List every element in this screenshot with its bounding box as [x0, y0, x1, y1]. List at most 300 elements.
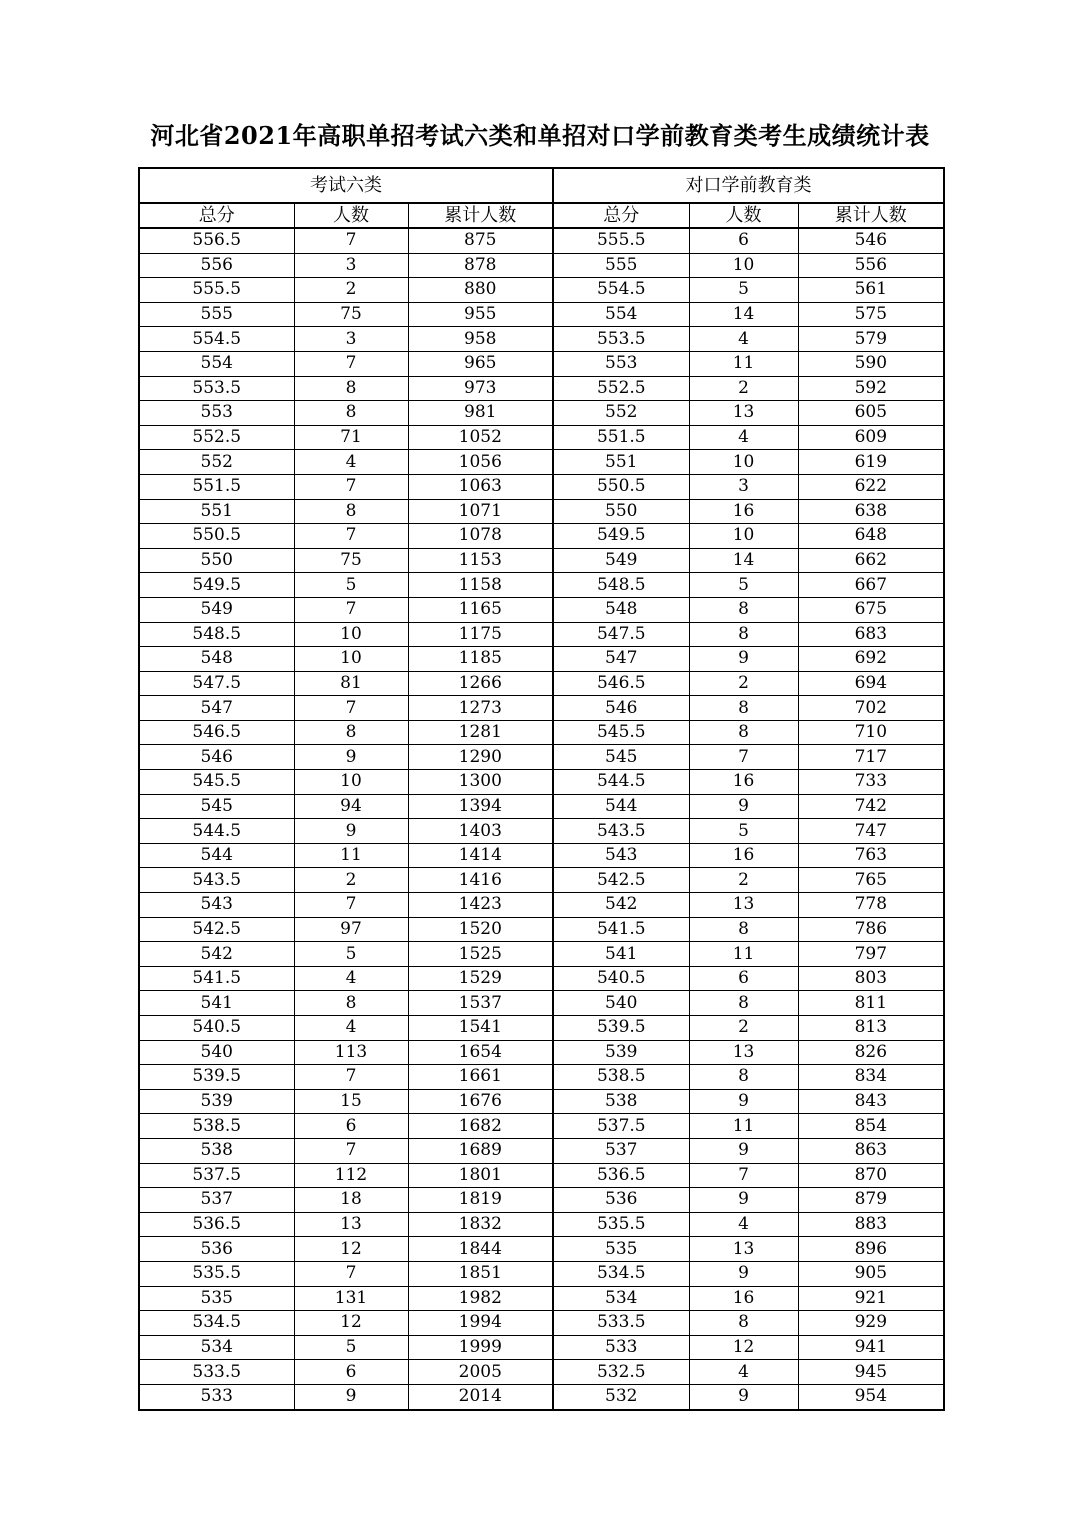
cell-total-score: 554.5: [139, 327, 294, 352]
cell-total-score: 540: [139, 1040, 294, 1065]
cell-count: 7: [294, 893, 408, 918]
cell-cumulative: 834: [798, 1065, 944, 1090]
cell-total-score: 549.5: [139, 573, 294, 598]
cell-count: 13: [689, 1237, 798, 1262]
cell-cumulative: 870: [798, 1163, 944, 1188]
cell-total-score: 555.5: [553, 228, 689, 253]
cell-count: 9: [294, 819, 408, 844]
table-row: [139, 1384, 944, 1409]
table-row: [139, 228, 944, 253]
cell-cumulative: 683: [798, 622, 944, 647]
cell-count: 131: [294, 1286, 408, 1311]
cell-cumulative: 954: [798, 1384, 944, 1409]
cell-total-score: 553.5: [139, 376, 294, 401]
cell-total-score: 545: [553, 745, 689, 770]
cell-cumulative: 1676: [408, 1089, 553, 1114]
table-row: [139, 843, 944, 868]
table-row: [139, 1286, 944, 1311]
cell-total-score: 555.5: [139, 278, 294, 303]
cell-total-score: 548: [139, 647, 294, 672]
cell-count: 16: [689, 843, 798, 868]
cell-count: 8: [294, 376, 408, 401]
cell-cumulative: 878: [408, 253, 553, 278]
table-row: [139, 327, 944, 352]
cell-cumulative: 675: [798, 597, 944, 622]
page-title: 河北省2021年高职单招考试六类和单招对口学前教育类考生成绩统计表: [150, 121, 930, 150]
cell-total-score: 543.5: [139, 868, 294, 893]
cell-total-score: 542.5: [553, 868, 689, 893]
cell-cumulative: 1520: [408, 917, 553, 942]
cell-cumulative: 965: [408, 351, 553, 376]
cell-cumulative: 648: [798, 524, 944, 549]
table-row: [139, 1114, 944, 1139]
cell-cumulative: 1063: [408, 474, 553, 499]
cell-total-score: 541.5: [553, 917, 689, 942]
column-header-total-score: 总分: [139, 203, 294, 228]
table-row: [139, 401, 944, 426]
cell-count: 3: [294, 327, 408, 352]
cell-cumulative: 811: [798, 991, 944, 1016]
cell-cumulative: 896: [798, 1237, 944, 1262]
cell-total-score: 538.5: [139, 1114, 294, 1139]
cell-total-score: 549.5: [553, 524, 689, 549]
cell-total-score: 541: [139, 991, 294, 1016]
cell-cumulative: 575: [798, 302, 944, 327]
group-header-preschool-education: 对口学前教育类: [553, 168, 944, 203]
cell-total-score: 539.5: [139, 1065, 294, 1090]
cell-count: 8: [689, 917, 798, 942]
cell-count: 8: [689, 991, 798, 1016]
cell-total-score: 538: [553, 1089, 689, 1114]
table-row: [139, 794, 944, 819]
cell-total-score: 552.5: [553, 376, 689, 401]
cell-cumulative: 929: [798, 1311, 944, 1336]
cell-total-score: 548.5: [139, 622, 294, 647]
cell-total-score: 533: [553, 1335, 689, 1360]
cell-total-score: 535: [139, 1286, 294, 1311]
cell-total-score: 539.5: [553, 1016, 689, 1041]
cell-count: 71: [294, 425, 408, 450]
cell-count: 11: [294, 843, 408, 868]
cell-total-score: 544.5: [553, 770, 689, 795]
cell-count: 9: [689, 794, 798, 819]
cell-count: 5: [689, 573, 798, 598]
cell-cumulative: 1056: [408, 450, 553, 475]
cell-total-score: 554.5: [553, 278, 689, 303]
cell-count: 7: [294, 474, 408, 499]
cell-total-score: 545.5: [553, 720, 689, 745]
table-row: [139, 720, 944, 745]
cell-count: 4: [689, 1360, 798, 1385]
cell-total-score: 553.5: [553, 327, 689, 352]
cell-total-score: 537.5: [553, 1114, 689, 1139]
cell-total-score: 546: [553, 696, 689, 721]
cell-cumulative: 662: [798, 548, 944, 573]
cell-count: 2: [689, 671, 798, 696]
cell-cumulative: 1661: [408, 1065, 553, 1090]
table-row: [139, 1261, 944, 1286]
cell-total-score: 549: [139, 597, 294, 622]
table-row: [139, 1237, 944, 1262]
table-row: [139, 376, 944, 401]
cell-total-score: 537.5: [139, 1163, 294, 1188]
cell-cumulative: 733: [798, 770, 944, 795]
cell-count: 9: [689, 1188, 798, 1213]
cell-cumulative: 2005: [408, 1360, 553, 1385]
cell-count: 14: [689, 302, 798, 327]
cell-cumulative: 941: [798, 1335, 944, 1360]
cell-cumulative: 778: [798, 893, 944, 918]
cell-cumulative: 546: [798, 228, 944, 253]
cell-cumulative: 667: [798, 573, 944, 598]
cell-count: 10: [689, 253, 798, 278]
table-row: [139, 647, 944, 672]
cell-total-score: 547: [139, 696, 294, 721]
cell-total-score: 555: [139, 302, 294, 327]
cell-count: 2: [294, 278, 408, 303]
cell-count: 12: [689, 1335, 798, 1360]
cell-count: 5: [294, 1335, 408, 1360]
table-row: [139, 671, 944, 696]
cell-cumulative: 826: [798, 1040, 944, 1065]
table-row: [139, 1335, 944, 1360]
cell-count: 7: [689, 745, 798, 770]
cell-cumulative: 813: [798, 1016, 944, 1041]
cell-count: 4: [294, 450, 408, 475]
cell-count: 10: [294, 770, 408, 795]
cell-cumulative: 1541: [408, 1016, 553, 1041]
cell-total-score: 549: [553, 548, 689, 573]
table-row: [139, 1360, 944, 1385]
cell-total-score: 552: [139, 450, 294, 475]
cell-count: 6: [294, 1360, 408, 1385]
cell-total-score: 542.5: [139, 917, 294, 942]
cell-total-score: 542: [139, 942, 294, 967]
table-row: [139, 253, 944, 278]
cell-cumulative: 981: [408, 401, 553, 426]
table-row: [139, 548, 944, 573]
cell-count: 7: [294, 696, 408, 721]
table-row: [139, 917, 944, 942]
cell-cumulative: 1175: [408, 622, 553, 647]
table-row: [139, 745, 944, 770]
cell-count: 5: [294, 573, 408, 598]
column-header-total-score: 总分: [553, 203, 689, 228]
cell-total-score: 556: [139, 253, 294, 278]
table-row: [139, 1040, 944, 1065]
cell-cumulative: 1416: [408, 868, 553, 893]
cell-total-score: 550: [553, 499, 689, 524]
cell-total-score: 543.5: [553, 819, 689, 844]
cell-total-score: 543: [553, 843, 689, 868]
cell-cumulative: 1537: [408, 991, 553, 1016]
cell-cumulative: 592: [798, 376, 944, 401]
cell-total-score: 533.5: [139, 1360, 294, 1385]
cell-cumulative: 1052: [408, 425, 553, 450]
cell-count: 13: [689, 893, 798, 918]
cell-total-score: 551: [139, 499, 294, 524]
cell-count: 13: [294, 1212, 408, 1237]
cell-count: 16: [689, 499, 798, 524]
cell-total-score: 553: [553, 351, 689, 376]
cell-count: 9: [689, 1089, 798, 1114]
cell-count: 8: [689, 597, 798, 622]
cell-total-score: 554: [553, 302, 689, 327]
cell-cumulative: 1832: [408, 1212, 553, 1237]
cell-count: 4: [689, 1212, 798, 1237]
cell-cumulative: 1654: [408, 1040, 553, 1065]
cell-total-score: 536.5: [139, 1212, 294, 1237]
cell-cumulative: 590: [798, 351, 944, 376]
cell-total-score: 543: [139, 893, 294, 918]
cell-cumulative: 609: [798, 425, 944, 450]
cell-cumulative: 692: [798, 647, 944, 672]
table-row: [139, 597, 944, 622]
cell-cumulative: 638: [798, 499, 944, 524]
table-row: [139, 1163, 944, 1188]
cell-count: 11: [689, 1114, 798, 1139]
cell-cumulative: 765: [798, 868, 944, 893]
cell-count: 4: [689, 327, 798, 352]
cell-cumulative: 561: [798, 278, 944, 303]
cell-count: 81: [294, 671, 408, 696]
cell-cumulative: 843: [798, 1089, 944, 1114]
cell-count: 6: [689, 228, 798, 253]
cell-total-score: 537: [139, 1188, 294, 1213]
cell-cumulative: 1185: [408, 647, 553, 672]
cell-count: 9: [689, 647, 798, 672]
table-row: [139, 1065, 944, 1090]
cell-cumulative: 879: [798, 1188, 944, 1213]
cell-cumulative: 880: [408, 278, 553, 303]
cell-total-score: 535.5: [139, 1261, 294, 1286]
cell-count: 10: [294, 622, 408, 647]
cell-count: 7: [294, 351, 408, 376]
cell-count: 2: [689, 1016, 798, 1041]
table-row: [139, 819, 944, 844]
column-header-count: 人数: [689, 203, 798, 228]
cell-count: 5: [294, 942, 408, 967]
cell-total-score: 546: [139, 745, 294, 770]
cell-cumulative: 694: [798, 671, 944, 696]
cell-total-score: 547.5: [139, 671, 294, 696]
cell-cumulative: 1851: [408, 1261, 553, 1286]
table-row: [139, 524, 944, 549]
cell-cumulative: 955: [408, 302, 553, 327]
cell-cumulative: 1403: [408, 819, 553, 844]
cell-count: 10: [294, 647, 408, 672]
table-row: [139, 991, 944, 1016]
cell-cumulative: 1394: [408, 794, 553, 819]
cell-count: 10: [689, 450, 798, 475]
group-header-row: [139, 168, 944, 203]
cell-cumulative: 1819: [408, 1188, 553, 1213]
cell-count: 4: [689, 425, 798, 450]
cell-count: 12: [294, 1237, 408, 1262]
cell-total-score: 533.5: [553, 1311, 689, 1336]
cell-total-score: 539: [139, 1089, 294, 1114]
cell-total-score: 535: [553, 1237, 689, 1262]
cell-count: 3: [294, 253, 408, 278]
cell-cumulative: 702: [798, 696, 944, 721]
cell-total-score: 554: [139, 351, 294, 376]
cell-cumulative: 905: [798, 1261, 944, 1286]
cell-cumulative: 1844: [408, 1237, 553, 1262]
cell-count: 2: [689, 868, 798, 893]
cell-cumulative: 921: [798, 1286, 944, 1311]
cell-cumulative: 1423: [408, 893, 553, 918]
column-header-cumulative: 累计人数: [408, 203, 553, 228]
cell-cumulative: 622: [798, 474, 944, 499]
cell-count: 16: [689, 1286, 798, 1311]
cell-count: 2: [689, 376, 798, 401]
cell-cumulative: 2014: [408, 1384, 553, 1409]
cell-total-score: 550.5: [553, 474, 689, 499]
cell-total-score: 544: [139, 843, 294, 868]
cell-cumulative: 945: [798, 1360, 944, 1385]
cell-cumulative: 1078: [408, 524, 553, 549]
table-row: [139, 450, 944, 475]
cell-count: 18: [294, 1188, 408, 1213]
cell-count: 11: [689, 942, 798, 967]
cell-total-score: 541.5: [139, 966, 294, 991]
score-table: [138, 167, 945, 1411]
table-row: [139, 868, 944, 893]
cell-cumulative: 973: [408, 376, 553, 401]
cell-total-score: 541: [553, 942, 689, 967]
cell-count: 8: [689, 622, 798, 647]
cell-count: 13: [689, 401, 798, 426]
cell-total-score: 538.5: [553, 1065, 689, 1090]
cell-count: 5: [689, 278, 798, 303]
cell-total-score: 546.5: [553, 671, 689, 696]
cell-count: 7: [689, 1163, 798, 1188]
cell-count: 94: [294, 794, 408, 819]
cell-count: 16: [689, 770, 798, 795]
cell-total-score: 534: [139, 1335, 294, 1360]
cell-cumulative: 742: [798, 794, 944, 819]
cell-count: 12: [294, 1311, 408, 1336]
table-row: [139, 278, 944, 303]
cell-count: 7: [294, 1261, 408, 1286]
cell-cumulative: 556: [798, 253, 944, 278]
cell-cumulative: 763: [798, 843, 944, 868]
cell-total-score: 536.5: [553, 1163, 689, 1188]
cell-total-score: 534.5: [139, 1311, 294, 1336]
cell-total-score: 545.5: [139, 770, 294, 795]
cell-count: 15: [294, 1089, 408, 1114]
table-row: [139, 474, 944, 499]
cell-cumulative: 1414: [408, 843, 553, 868]
cell-count: 14: [689, 548, 798, 573]
column-header-row: [139, 203, 944, 228]
cell-count: 8: [294, 499, 408, 524]
cell-count: 112: [294, 1163, 408, 1188]
cell-count: 8: [689, 1311, 798, 1336]
cell-total-score: 537: [553, 1138, 689, 1163]
table-row: [139, 1311, 944, 1336]
cell-total-score: 550.5: [139, 524, 294, 549]
cell-cumulative: 1682: [408, 1114, 553, 1139]
cell-cumulative: 1153: [408, 548, 553, 573]
cell-total-score: 547.5: [553, 622, 689, 647]
cell-cumulative: 1266: [408, 671, 553, 696]
cell-total-score: 546.5: [139, 720, 294, 745]
cell-count: 9: [689, 1261, 798, 1286]
cell-count: 9: [294, 1384, 408, 1409]
cell-count: 7: [294, 1138, 408, 1163]
column-header-cumulative: 累计人数: [798, 203, 944, 228]
cell-total-score: 545: [139, 794, 294, 819]
cell-count: 8: [294, 401, 408, 426]
cell-total-score: 544.5: [139, 819, 294, 844]
cell-count: 10: [689, 524, 798, 549]
cell-total-score: 550: [139, 548, 294, 573]
cell-count: 13: [689, 1040, 798, 1065]
cell-cumulative: 863: [798, 1138, 944, 1163]
cell-cumulative: 579: [798, 327, 944, 352]
cell-total-score: 552.5: [139, 425, 294, 450]
cell-total-score: 540: [553, 991, 689, 1016]
cell-cumulative: 797: [798, 942, 944, 967]
cell-cumulative: 883: [798, 1212, 944, 1237]
cell-count: 113: [294, 1040, 408, 1065]
cell-cumulative: 854: [798, 1114, 944, 1139]
cell-count: 8: [294, 991, 408, 1016]
cell-cumulative: 1281: [408, 720, 553, 745]
table-row: [139, 1188, 944, 1213]
cell-cumulative: 1689: [408, 1138, 553, 1163]
cell-count: 4: [294, 1016, 408, 1041]
cell-count: 7: [294, 524, 408, 549]
table-row: [139, 942, 944, 967]
cell-count: 6: [294, 1114, 408, 1139]
cell-total-score: 547: [553, 647, 689, 672]
cell-cumulative: 1165: [408, 597, 553, 622]
table-row: [139, 966, 944, 991]
cell-total-score: 538: [139, 1138, 294, 1163]
cell-cumulative: 1994: [408, 1311, 553, 1336]
column-header-count: 人数: [294, 203, 408, 228]
cell-cumulative: 875: [408, 228, 553, 253]
table-row: [139, 893, 944, 918]
cell-total-score: 544: [553, 794, 689, 819]
cell-count: 3: [689, 474, 798, 499]
cell-cumulative: 619: [798, 450, 944, 475]
cell-cumulative: 1982: [408, 1286, 553, 1311]
cell-count: 8: [689, 696, 798, 721]
cell-total-score: 551.5: [139, 474, 294, 499]
table-row: [139, 425, 944, 450]
cell-total-score: 551: [553, 450, 689, 475]
cell-total-score: 548: [553, 597, 689, 622]
cell-cumulative: 1273: [408, 696, 553, 721]
table-row: [139, 1089, 944, 1114]
cell-count: 9: [689, 1384, 798, 1409]
table-row: [139, 499, 944, 524]
cell-cumulative: 803: [798, 966, 944, 991]
cell-cumulative: 1999: [408, 1335, 553, 1360]
table-row: [139, 622, 944, 647]
table-row: [139, 696, 944, 721]
cell-count: 8: [294, 720, 408, 745]
cell-cumulative: 1071: [408, 499, 553, 524]
table-row: [139, 1212, 944, 1237]
cell-cumulative: 1290: [408, 745, 553, 770]
cell-cumulative: 605: [798, 401, 944, 426]
cell-total-score: 532: [553, 1384, 689, 1409]
cell-total-score: 533: [139, 1384, 294, 1409]
